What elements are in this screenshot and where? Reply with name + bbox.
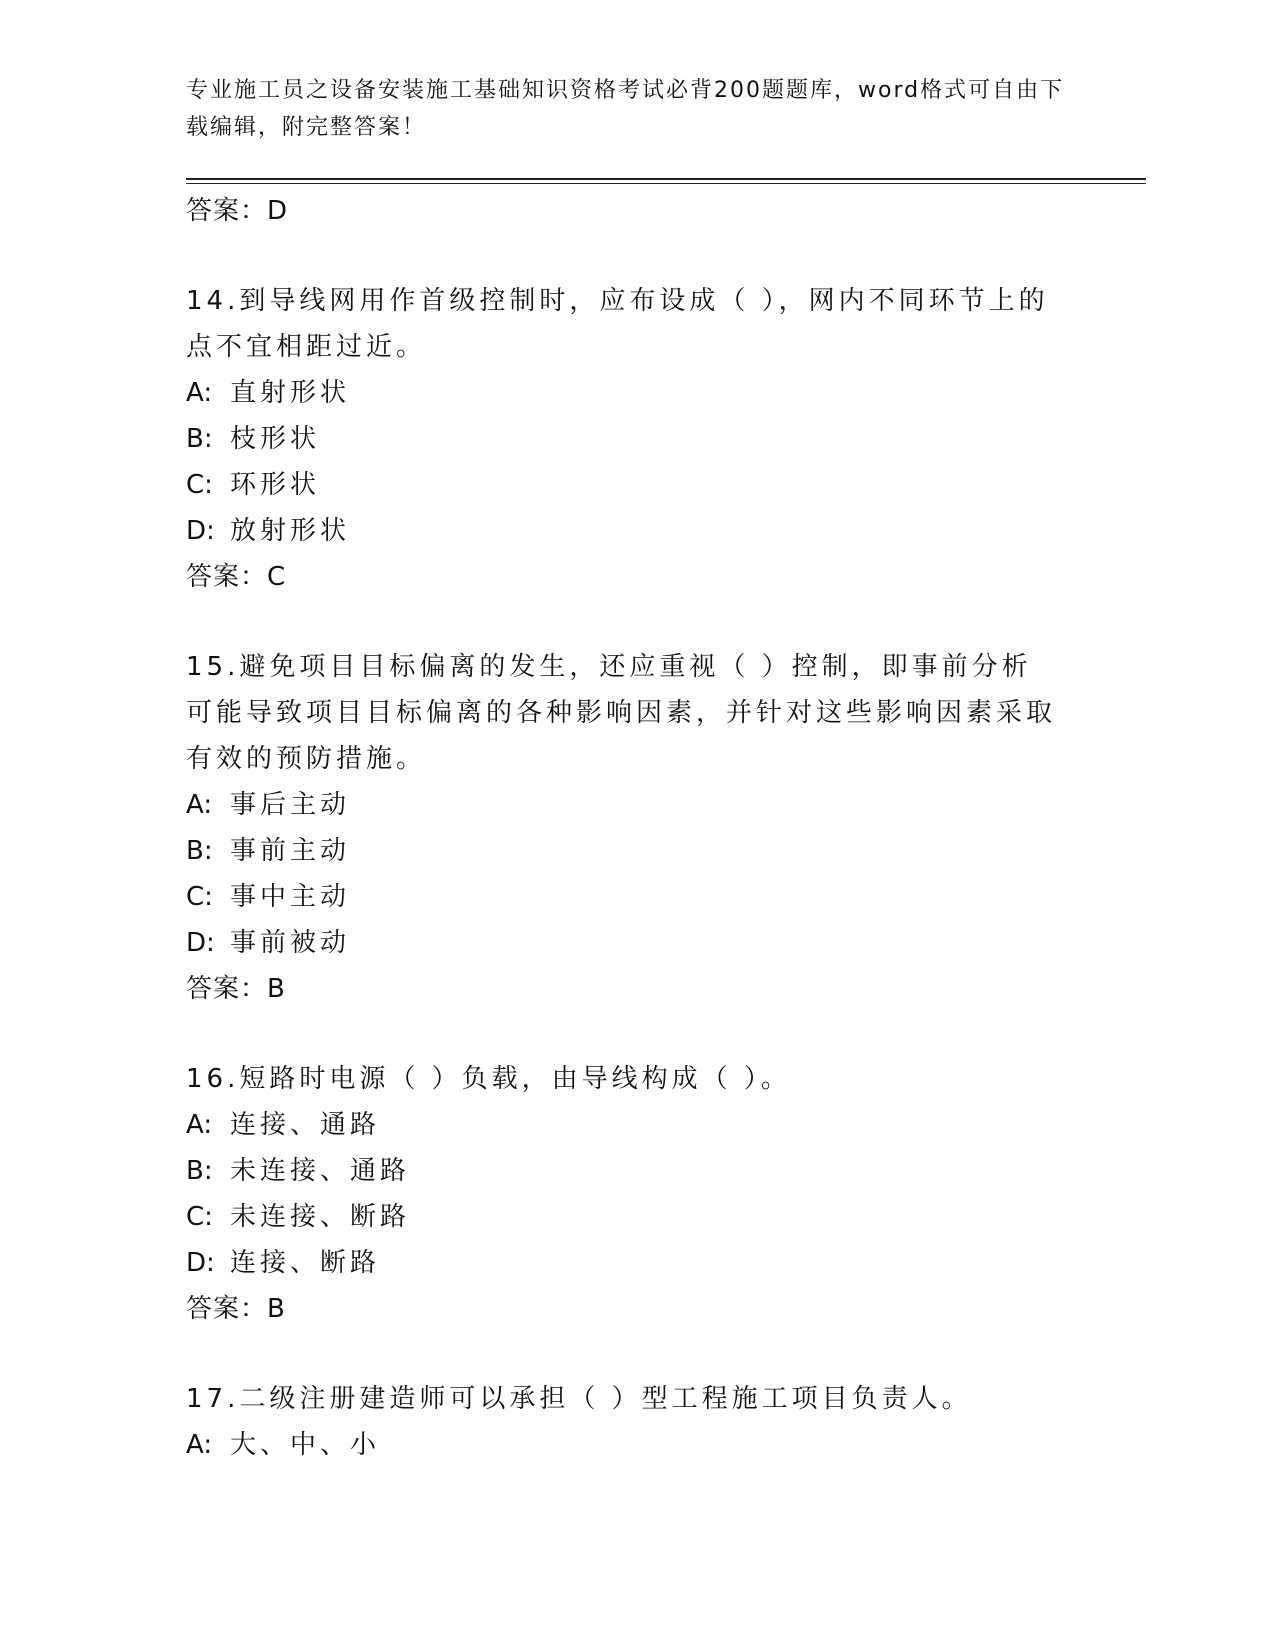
question-block [186, 1056, 1056, 1332]
option-text: 放射形状 [230, 516, 351, 546]
option-row [186, 416, 1056, 462]
option-label: B: [186, 424, 213, 454]
option-text: 连接、通路 [230, 1110, 381, 1140]
option-label: D: [186, 516, 215, 546]
answer-line: 答案：B [186, 974, 286, 1004]
question-block [186, 1376, 1056, 1468]
option-row [186, 1102, 1056, 1148]
option-text: 大、中、小 [230, 1430, 381, 1460]
option-row [186, 874, 1056, 920]
option-label: A: [186, 378, 213, 408]
option-text: 事前主动 [230, 836, 351, 866]
option-row [186, 1194, 1056, 1240]
option-label: A: [186, 790, 213, 820]
question-stem: 14.到导线网用作首级控制时，应布设成（ ），网内不同环节上的点不宜相距过近。 [186, 286, 1049, 362]
option-label: B: [186, 836, 213, 866]
option-row [186, 1240, 1056, 1286]
option-text: 连接、断路 [230, 1248, 381, 1278]
option-row [186, 462, 1056, 508]
option-text: 事中主动 [230, 882, 351, 912]
option-label: C: [186, 882, 213, 912]
option-row [186, 508, 1056, 554]
option-row [186, 920, 1056, 966]
question-block [186, 278, 1056, 600]
option-label: D: [186, 928, 215, 958]
header-divider-thin [186, 183, 1146, 184]
answer-line: 答案：D [186, 196, 289, 226]
page-header-title: 专业施工员之设备安装施工基础知识资格考试必背200题题库，word格式可自由下载编辑，附完整答案！ [186, 78, 1065, 140]
option-row [186, 782, 1056, 828]
option-text: 未连接、通路 [230, 1156, 411, 1186]
option-text: 环形状 [230, 470, 321, 500]
answer-line: 答案：B [186, 1294, 286, 1324]
option-text: 事后主动 [230, 790, 351, 820]
option-label: A: [186, 1430, 213, 1460]
option-row [186, 1422, 1056, 1468]
option-row [186, 370, 1056, 416]
answer-line: 答案：C [186, 562, 287, 592]
option-label: B: [186, 1156, 213, 1186]
option-label: C: [186, 1202, 213, 1232]
question-block [186, 644, 1056, 1012]
option-text: 事前被动 [230, 928, 351, 958]
option-text: 直射形状 [230, 378, 351, 408]
option-row [186, 1148, 1056, 1194]
option-text: 枝形状 [230, 424, 321, 454]
option-text: 未连接、断路 [230, 1202, 411, 1232]
option-row [186, 828, 1056, 874]
question-stem: 17.二级注册建造师可以承担（ ）型工程施工项目负责人。 [186, 1384, 972, 1414]
question-stem: 15.避免项目目标偏离的发生，还应重视（ ）控制，即事前分析可能导致项目目标偏离的各种影响因素，并针对这些影响因素采取有效的预防措施。 [186, 652, 1057, 774]
question-stem: 16.短路时电源（ ）负载，由导线构成（ ）。 [186, 1064, 791, 1094]
option-label: A: [186, 1110, 213, 1140]
option-label: D: [186, 1248, 215, 1278]
header-divider-thick [186, 178, 1146, 180]
option-label: C: [186, 470, 213, 500]
question-list [186, 188, 1056, 1468]
